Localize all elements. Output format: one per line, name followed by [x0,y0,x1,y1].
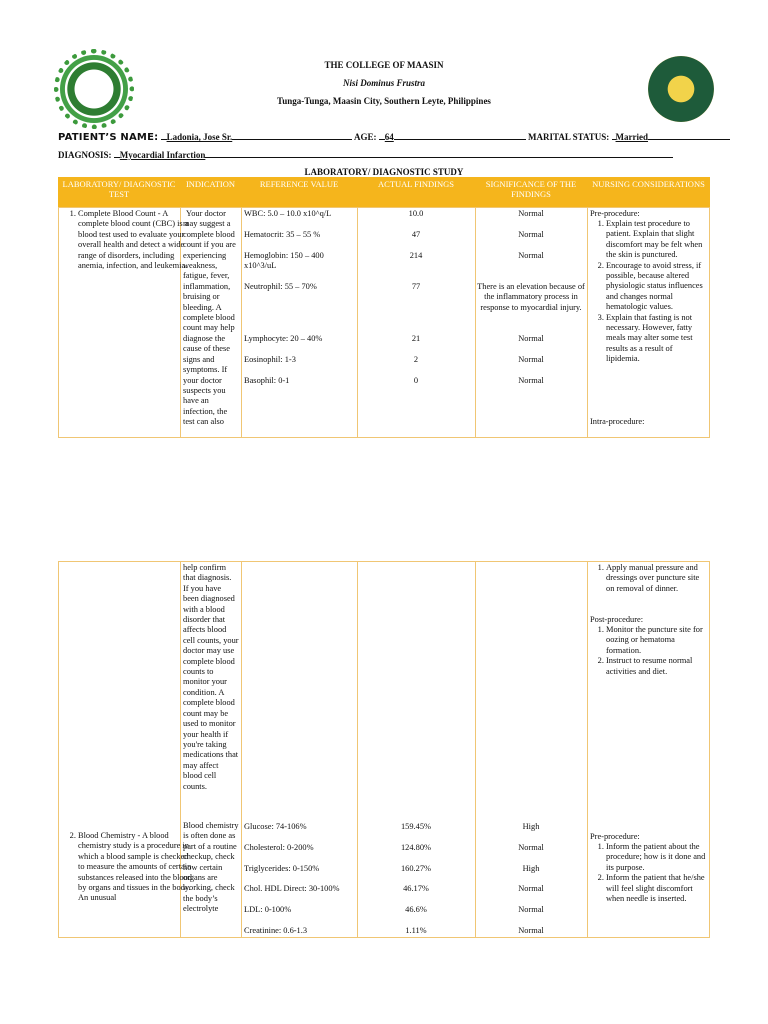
diagnosis-line [58,148,673,160]
cbc-significance-wbc: Normal [518,209,544,218]
chem-ref-cholesterol: Cholesterol: 0-200% [244,843,314,852]
cbc-actual-hemoglobin: 214 [409,251,423,260]
patient-info-line [58,130,730,143]
cbc-ref-hematocrit: Hematocrit: 35 – 55 % [244,230,321,239]
patient-name-value: Ladonia, Jose Sr. [166,132,233,142]
college-address: Tunga-Tunga, Maasin City, Southern Leyte, Philippines [277,96,491,106]
cbc-ref-neutrophil: Neutrophil: 55 – 70% [244,282,317,291]
chem-significance-hdl: Normal [518,884,544,893]
age-label: AGE: [354,132,377,142]
cbc-ref-hemoglobin: Hemoglobin: 150 – 400 x10^3/uL [244,251,324,271]
column-header: SIGNIFICANCE OF THE FINDINGS [485,179,577,199]
chem-actual-triglycerides: 160.27% [400,864,431,873]
chem-ref-ldl: LDL: 0-100% [244,905,292,914]
cbc-intra-procedure-list [590,563,708,594]
cbc-significance-hemoglobin: Normal [518,251,544,260]
list-item: 3. Explain that fasting is not necessary. However, fatty meals may alter some test results as a result of lipidemia. [606,313,708,365]
cbc-significance-hematocrit: Normal [518,230,544,239]
cbc-actual-neutrophil: 77 [411,282,421,291]
cbc-pre-procedure-label: Pre-procedure: [590,209,640,218]
cbc-actual-lymphocyte: 21 [411,334,421,343]
list-item: 1. Inform the patient about the procedure; how is it done and its purpose. [606,842,708,873]
study-title: LABORATORY/ DIAGNOSTIC STUDY [304,167,464,177]
cbc-ref-basophil: Basophil: 0-1 [244,376,290,385]
cbc-significance-basophil: Normal [518,376,544,385]
cbc-post-procedure-label: Post-procedure: [590,615,644,624]
chem-test-description: 2. Blood Chemistry - A blood chemistry study is a procedure in which a blood sample is checked to measure the amounts of certain substances released into the blood by organs and tissues in the body. An unusual [62,831,194,904]
college-motto: Nisi Dominus Frustra [342,78,426,88]
cbc-actual-eosinophil: 2 [413,355,419,364]
cbc-actual-basophil: 0 [413,376,419,385]
chem-significance-triglycerides: High [522,864,540,873]
cbc-ref-eosinophil: Eosinophil: 1-3 [244,355,296,364]
list-item: 2. Inform the patient that he/she will feel slight discomfort when needle is inserted. [606,873,708,904]
chem-actual-creatinine: 1.11% [405,926,427,935]
column-header: NURSING CONSIDERATIONS [592,179,705,189]
cbc-ref-wbc: WBC: 5.0 – 10.0 x10^q/L [244,209,332,218]
marital-status-label: MARITAL STATUS: [528,132,610,142]
college-name: THE COLLEGE OF MAASIN [324,60,444,70]
chem-pre-procedure-list [590,842,708,904]
diagnosis-value: Myocardial Infarction [119,150,206,160]
list-item: 1. Explain test procedure to patient. Explain that slight discomfort may be felt when the skin is punctured. [606,219,708,261]
cbc-actual-hematocrit: 47 [411,230,421,239]
chem-actual-hdl: 46.17% [403,884,429,893]
cbc-significance-neutrophil: There is an elevation because of the inflammatory process in response to myocardial injury. [477,282,585,312]
cbc-ref-lymphocyte: Lymphocyte: 20 – 40% [244,334,323,343]
list-item: 2. Encourage to avoid stress, if possible, because altered physiologic status influences and changes normal hematologic values. [606,261,708,313]
age-value: 64 [384,132,394,142]
chem-ref-glucose: Glucose: 74-106% [244,822,307,831]
cbc-post-procedure-list [590,625,708,677]
column-header: REFERENCE VALUE [259,179,339,189]
chem-ref-creatinine: Creatinine: 0.6-1.3 [244,926,308,935]
column-header: INDICATION [185,179,236,189]
cbc-test-description: 1. Complete Blood Count - A complete blood count (CBC) is a blood test used to evaluate your overall health and detect a wide range of disorders, including anemia, infection, and leukemia. [62,209,194,271]
chem-ref-hdl: Chol. HDL Direct: 30-100% [244,884,340,893]
chem-actual-glucose: 159.45% [400,822,431,831]
cbc-indication: Your doctor may suggest a complete blood count if you are experiencing weakness, fatigue, fever, inflammation, bruising or bleeding. A complete blood count may help diagnose the cause of these signs and symptoms. If your doctor suspects you have an infection, the test can also [183,209,236,427]
list-item: 1. Monitor the puncture site for oozing or hematoma formation. [606,625,708,656]
cbc-intra-procedure-label: Intra-procedure: [590,417,645,426]
chem-actual-ldl: 46.6% [405,905,427,914]
chem-pre-procedure-label: Pre-procedure: [590,832,640,841]
patient-name-label: PATIENT’S NAME: [58,132,159,143]
chem-significance-ldl: Normal [518,905,544,914]
chem-indication: Blood chemistry is often done as part of a routine checkup, check how certain organs are working, check the body’s electrolyte [183,821,239,914]
cbc-indication-continued: help confirm that diagnosis. If you have been diagnosed with a blood disorder that affects blood cell counts, your doctor may use complete blood counts to monitor your condition. A complete blood count may be used to monitor your health if you're taking medications that may affect blood cell counts. [183,563,239,791]
cbc-significance-lymphocyte: Normal [518,334,544,343]
column-header: ACTUAL FINDINGS [378,179,454,189]
cbc-significance-eosinophil: Normal [518,355,544,364]
table-header [58,177,710,207]
chem-significance-cholesterol: Normal [518,843,544,852]
diagnosis-label: DIAGNOSIS: [58,150,112,160]
chem-ref-triglycerides: Triglycerides: 0-150% [244,864,320,873]
column-header: LABORATORY/ DIAGNOSTIC TEST [62,179,176,199]
cbc-actual-wbc: 10.0 [408,209,424,218]
cbc-pre-procedure-list [590,219,708,365]
chem-significance-glucose: High [522,822,540,831]
marital-status-value: Married [615,132,649,142]
list-item: 1. Apply manual pressure and dressings over puncture site on removal of dinner. [606,563,708,594]
chem-actual-cholesterol: 124.80% [400,843,431,852]
chem-significance-creatinine: Normal [518,926,544,935]
list-item: 2. Instruct to resume normal activities and diet. [606,656,708,677]
